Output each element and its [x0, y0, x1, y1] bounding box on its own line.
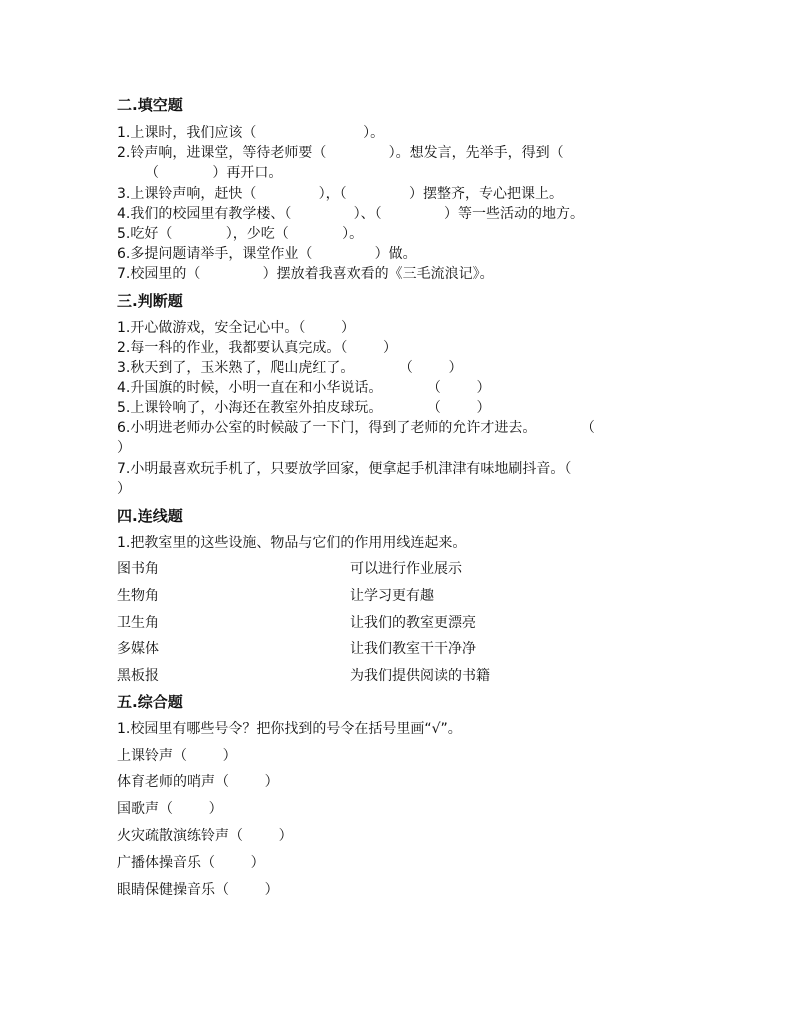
judge-question-6-continued: ） — [117, 440, 131, 456]
signal-option: 上课铃声（ ） — [117, 748, 237, 764]
match-left-item: 卫生角 — [117, 615, 159, 631]
match-instruction: 1.把教室里的这些设施、物品与它们的作用用线连起来。 — [117, 535, 467, 551]
judge-question-4: 4.升国旗的时候，小明一直在和小华说话。 （ ） — [117, 380, 491, 396]
judge-question-7: 7.小明最喜欢玩手机了，只要放学回家，便拿起手机津津有味地刷抖音。（ — [117, 461, 572, 477]
signal-option: 国歌声（ ） — [117, 801, 223, 817]
match-left-item: 图书角 — [117, 561, 159, 577]
comprehensive-instruction: 1.校园里有哪些号令？把你找到的号令在括号里画“√”。 — [117, 721, 462, 737]
fill-blank-question-5: 5.吃好（ ），少吃（ ）。 — [117, 226, 364, 242]
match-right-item: 让我们教室干干净净 — [350, 641, 476, 657]
judge-question-3: 3.秋天到了，玉米熟了，爬山虎红了。 （ ） — [117, 360, 463, 376]
signal-option: 眼睛保健操音乐（ ） — [117, 882, 279, 898]
signal-option: 火灾疏散演练铃声（ ） — [117, 828, 293, 844]
match-left-item: 生物角 — [117, 588, 159, 604]
judge-question-6: 6.小明进老师办公室的时候敲了一下门，得到了老师的允许才进去。 （ — [117, 420, 595, 436]
match-right-item: 可以进行作业展示 — [350, 561, 462, 577]
judge-question-7-continued: ） — [117, 481, 131, 497]
fill-blank-question-1: 1.上课时，我们应该（ ）。 — [117, 125, 385, 141]
fill-blank-question-4: 4.我们的校园里有教学楼、（ ）、（ ）等一些活动的地方。 — [117, 206, 584, 222]
signal-option: 广播体操音乐（ ） — [117, 855, 265, 871]
fill-blank-question-6: 6.多提问题请举手，课堂作业（ ）做。 — [117, 246, 417, 262]
match-right-item: 为我们提供阅读的书籍 — [350, 668, 490, 684]
judge-question-5: 5.上课铃响了，小海还在教室外拍皮球玩。 （ ） — [117, 400, 491, 416]
fill-blank-question-7: 7.校园里的（ ）摆放着我喜欢看的《三毛流浪记》。 — [117, 266, 494, 282]
section-title-match: 四.连线题 — [117, 507, 183, 525]
judge-question-2: 2.每一科的作业，我都要认真完成。（ ） — [117, 340, 397, 356]
signal-option: 体育老师的哨声（ ） — [117, 774, 279, 790]
match-right-item: 让我们的教室更漂亮 — [350, 615, 476, 631]
fill-blank-question-2: 2.铃声响，进课堂，等待老师要（ ）。想发言，先举手，得到（ — [117, 145, 564, 161]
match-left-item: 黑板报 — [117, 668, 159, 684]
section-title-fill-blank: 二.填空题 — [117, 96, 183, 114]
match-right-item: 让学习更有趣 — [350, 588, 434, 604]
judge-question-1: 1.开心做游戏，安全记心中。（ ） — [117, 320, 355, 336]
section-title-comprehensive: 五.综合题 — [117, 693, 183, 711]
fill-blank-question-3: 3.上课铃声响，赶快（ ），（ ）摆整齐，专心把课上。 — [117, 186, 563, 202]
fill-blank-question-2-continued: （ ）再开口。 — [145, 165, 283, 181]
section-title-judge: 三.判断题 — [117, 292, 183, 310]
match-left-item: 多媒体 — [117, 641, 159, 657]
